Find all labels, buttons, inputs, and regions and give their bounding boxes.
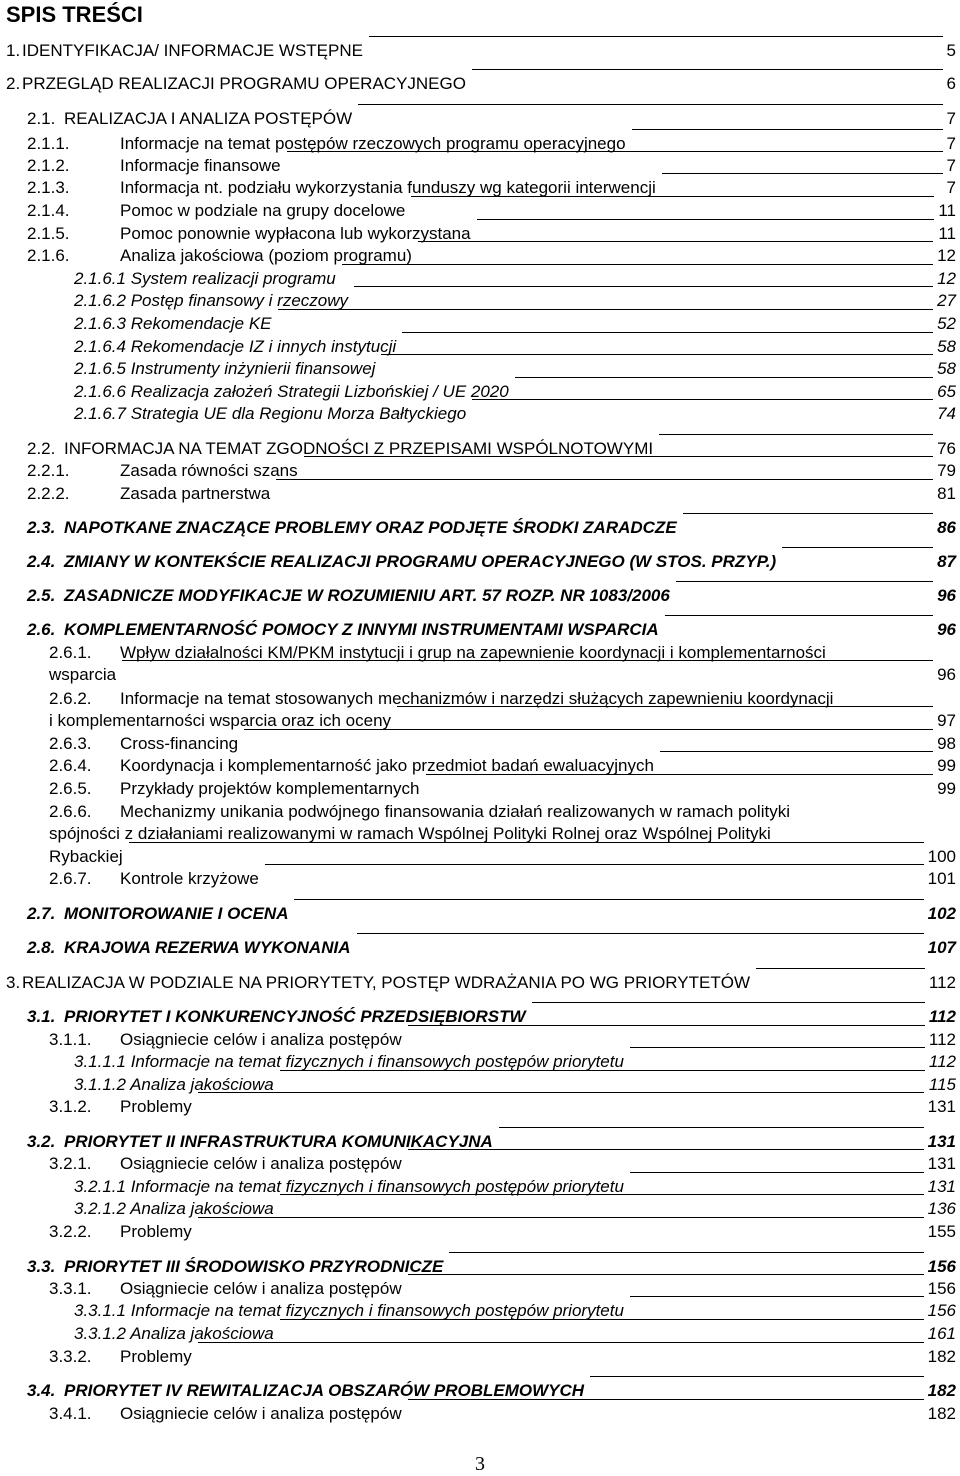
toc-leader-line [287,151,943,152]
toc-leader-line [408,1399,924,1400]
toc-leader-line [632,129,943,130]
toc-entry-number: 2.3. [27,518,56,537]
toc-entry-number: 3.1.1. [49,1030,92,1049]
toc-leader-line [198,1217,924,1218]
toc-entry-number: 3.4. [27,1381,56,1400]
toc-entry-page: 97 [937,711,956,730]
toc-entry-page: 112 [928,1052,956,1071]
toc-leader-line [265,864,924,865]
toc-entry-title: Osiągniecie celów i analiza postępów [120,1154,402,1173]
toc-entry-page: 112 [928,973,956,992]
toc-entry-page: 65 [937,382,956,401]
toc-leader-line [782,547,933,548]
toc-entry-title: PRIORYTET IV REWITALIZACJA OBSZARÓW PROBLEMOWYCH [64,1381,585,1400]
toc-entry-page: 7 [946,134,956,153]
toc-entry-page: 74 [937,404,956,423]
toc-leader-line [369,36,943,37]
toc-leader-line [280,1194,924,1195]
toc-entry-page: 7 [946,178,956,197]
toc-entry-number: 2.2.1. [27,461,70,480]
toc-entry-title: 3.3.1.2 Analiza jakościowa [74,1324,274,1343]
toc-entry-number: 2.6.5. [49,779,92,798]
toc-entry-title: Osiągniecie celów i analiza postępów [120,1030,402,1049]
toc-leader-line [354,286,933,287]
toc-entry-page: 182 [927,1404,956,1423]
toc-entry-page: 136 [927,1199,956,1218]
toc-leader-line [472,69,943,70]
toc-entry-page: 11 [938,224,956,243]
page-title: SPIS TREŚCI [6,2,143,27]
toc-entry-title: Problemy [120,1347,192,1366]
toc-entry-title: Cross-financing [120,734,239,753]
toc-entry-number: 2.6.1. [49,643,92,662]
toc-entry-number: 2.1.3. [27,178,70,197]
toc-entry-title: PRIORYTET III ŚRODOWISKO PRZYRODNICZE [64,1257,444,1276]
toc-entry-number: 2.2.2. [27,484,70,503]
toc-entry-title: PRIORYTET I KONKURENCYJNOŚĆ PRZEDSIĘBIORSTW [64,1007,526,1026]
page-number: 3 [475,1453,485,1475]
toc-leader-line [129,842,924,843]
toc-entry-page: 98 [937,734,956,753]
toc-entry-number: 2.6.4. [49,756,92,775]
toc-entry-title: REALIZACJA I ANALIZA POSTĘPÓW [64,109,353,128]
toc-leader-line [756,968,925,969]
toc-entry-number: 2.1.5. [27,224,70,243]
toc-entry-title: Osiągniecie celów i analiza postępów [120,1279,402,1298]
toc-entry-title: Analiza jakościowa (poziom programu) [120,246,412,265]
toc-entry-page: 155 [927,1222,956,1241]
toc-entry-title: Zasada równości szans [120,461,298,480]
toc-entry-number: 1. [6,41,21,60]
toc-entry-title-continuation: Rybackiej [49,847,123,866]
toc-entry-page: 7 [946,109,956,128]
toc-entry-title: ZASADNICZE MODYFIKACJE W ROZUMIENIU ART. 57 ROZP. NR 1083/2006 [64,586,670,605]
toc-entry-page: 96 [937,620,956,639]
toc-entry-title: 2.1.6.7 Strategia UE dla Regionu Morza Bałtyckiego [74,404,467,423]
toc-entry-page: 131 [927,1097,956,1116]
toc-entry-title: 2.1.6.2 Postęp finansowy i rzeczowy [74,291,349,310]
toc-entry-number: 2.4. [27,552,56,571]
toc-entry-number: 2.1.6. [27,246,70,265]
toc-entry-title: Zasada partnerstwa [120,484,271,503]
toc-leader-line [630,1047,925,1048]
toc-entry-page: 100 [927,847,956,866]
toc-entry-number: 2.1. [27,109,56,128]
toc-entry-title-continuation: spójności z działaniami realizowanymi w ramach Wspólnej Polityki Rolnej oraz Wspólnej Polityki [49,824,771,843]
toc-leader-line [402,332,933,333]
toc-entry-page: 12 [937,246,956,265]
toc-entry-page: 115 [928,1075,956,1094]
toc-entry-title: Kontrole krzyżowe [120,869,259,888]
toc-entry-title: NAPOTKANE ZNACZĄCE PROBLEMY ORAZ PODJĘTE ŚRODKI ZARADCZE [64,518,677,537]
toc-entry-page: 6 [946,74,956,93]
toc-leader-line [449,1252,923,1253]
toc-entry-title: IDENTYFIKACJA/ INFORMACJE WSTĘPNE [22,41,363,60]
toc-entry-page: 12 [937,269,956,288]
toc-entry-page: 131 [927,1132,956,1151]
toc-entry-title: MONITOROWANIE I OCENA [64,904,289,923]
toc-entry-title: 2.1.6.1 System realizacji programu [74,269,336,288]
toc-entry-page: 101 [927,869,956,888]
toc-entry-number: 2.1.1. [27,134,70,153]
toc-entry-number: 3.2.1. [49,1154,92,1173]
toc-leader-line [276,479,933,480]
toc-leader-line [408,1149,924,1150]
toc-entry-page: 58 [937,337,956,356]
toc-leader-line [662,173,943,174]
toc-leader-line [198,1092,924,1093]
toc-entry-title: Pomoc w podziale na grupy docelowe [120,201,406,220]
toc-leader-line [358,104,942,105]
toc-entry-page: 99 [937,756,956,775]
toc-entry-number: 3.1.2. [49,1097,92,1116]
toc-entry-title: REALIZACJA W PODZIALE NA PRIORYTETY, POSTĘP WDRAŻANIA PO WG PRIORYTETÓW [22,973,750,992]
toc-entry-number: 3.3.2. [49,1347,92,1366]
toc-entry-number: 2.1.4. [27,201,70,220]
toc-entry-page: 131 [927,1154,956,1173]
toc-entry-page: 99 [937,779,956,798]
toc-entry-title-continuation: wsparcia [49,665,117,684]
toc-entry-title: 2.1.6.6 Realizacja założeń Strategii Lizbońskiej / UE 2020 [74,382,509,401]
toc-entry-title: Informacje finansowe [120,156,281,175]
toc-entry-page: 107 [927,938,956,957]
toc-entry-title-continuation: i komplementarności wsparcia oraz ich oceny [49,711,392,730]
toc-entry-page: 58 [937,359,956,378]
toc-entry-number: 3.3.1. [49,1279,92,1298]
toc-entry-page: 86 [937,518,956,537]
toc-entry-page: 7 [946,156,956,175]
toc-entry-page: 161 [927,1324,956,1343]
toc-entry-title: Przykłady projektów komplementarnych [120,779,420,798]
toc-entry-page: 112 [928,1030,956,1049]
toc-entry-title: 2.1.6.3 Rekomendacje KE [74,314,272,333]
toc-entry-page: 156 [927,1301,956,1320]
toc-entry-title: Pomoc ponownie wypłacona lub wykorzystana [120,224,471,243]
toc-leader-line [426,774,934,775]
toc-entry-page: 5 [946,41,956,60]
toc-entry-number: 3.2. [27,1132,56,1151]
toc-leader-line [515,377,933,378]
toc-entry-page: 102 [927,904,956,923]
toc-entry-page: 112 [928,1007,956,1026]
toc-leader-line [278,309,934,310]
toc-leader-line [532,1002,925,1003]
toc-entry-title: Koordynacja i komplementarność jako przedmiot badań ewaluacyjnych [120,756,654,775]
toc-entry-page: 79 [937,461,956,480]
toc-entry-number: 2.8. [27,938,56,957]
toc-leader-line [660,751,933,752]
toc-leader-line [477,219,935,220]
toc-entry-title: Mechanizmy unikania podwójnego finansowania działań realizowanych w ramach polityki [120,802,790,821]
toc-entry-number: 3. [6,973,21,992]
toc-entry-title: 3.1.1.2 Analiza jakościowa [74,1075,274,1094]
toc-leader-line [198,1342,924,1343]
toc-entry-title: Wpływ działalności KM/PKM instytucji i grup na zapewnienie koordynacji i komplementarności [120,643,826,662]
toc-entry-page: 96 [937,586,956,605]
toc-entry-number: 3.3. [27,1257,56,1276]
toc-entry-title: Informacje na temat postępów rzeczowych programu operacyjnego [120,134,626,153]
toc-leader-line [630,1172,924,1173]
toc-entry-number: 3.2.2. [49,1222,92,1241]
toc-entry-page: 87 [937,552,956,571]
toc-entry-title: INFORMACJA NA TEMAT ZGODNOŚCI Z PRZEPISAMI WSPÓLNOTOWYMI [64,439,654,458]
toc-entry-page: 52 [937,314,956,333]
toc-entry-number: 2.5. [27,586,56,605]
toc-entry-title: Informacja nt. podziału wykorzystania funduszy wg kategorii interwencji [120,178,656,197]
toc-leader-line [244,729,933,730]
toc-leader-line [304,456,933,457]
toc-entry-page: 131 [927,1177,956,1196]
toc-entry-number: 2.6.2. [49,689,92,708]
toc-entry-number: 3.1. [27,1007,56,1026]
toc-entry-title: 3.2.1.1 Informacje na temat fizycznych i finansowych postępów priorytetu [74,1177,624,1196]
toc-leader-line [280,1319,924,1320]
toc-leader-line [381,354,933,355]
toc-entry-title: ZMIANY W KONTEKŚCIE REALIZACJI PROGRAMU OPERACYJNEGO (W STOS. PRZYP.) [64,552,777,571]
toc-leader-line [659,434,933,435]
toc-entry-title: 3.2.1.2 Analiza jakościowa [74,1199,274,1218]
toc-entry-page: 96 [937,665,956,684]
toc-leader-line [676,581,933,582]
toc-entry-page: 182 [927,1381,956,1400]
toc-entry-title: Informacje na temat stosowanych mechanizmów i narzędzi służących zapewnieniu koordynacji [120,689,834,708]
toc-leader-line [683,513,933,514]
toc-leader-line [499,1127,924,1128]
toc-entry-page: 11 [938,201,956,220]
toc-entry-number: 2.6.3. [49,734,92,753]
toc-entry-title: 2.1.6.4 Rekomendacje IZ i innych instytucji [74,337,397,356]
toc-entry-number: 2.6.6. [49,802,92,821]
toc-leader-line [418,241,933,242]
toc-entry-title: 3.1.1.1 Informacje na temat fizycznych i finansowych postępów priorytetu [74,1052,624,1071]
toc-entry-number: 2.6.7. [49,869,92,888]
toc-entry-title: Osiągniecie celów i analiza postępów [120,1404,402,1423]
toc-leader-line [397,706,933,707]
toc-entry-page: 156 [927,1279,956,1298]
toc-entry-title: KOMPLEMENTARNOŚĆ POMOCY Z INNYMI INSTRUMENTAMI WSPARCIA [64,620,659,639]
toc-leader-line [665,615,933,616]
toc-leader-line [280,1070,925,1071]
toc-leader-line [342,264,933,265]
toc-leader-line [122,660,933,661]
toc-leader-line [472,399,933,400]
toc-leader-line [408,1025,925,1026]
toc-entry-page: 76 [937,439,956,458]
toc-leader-line [411,196,934,197]
toc-entry-number: 2.1.2. [27,156,70,175]
toc-entry-page: 81 [937,484,956,503]
toc-leader-line [590,1376,924,1377]
toc-entry-number: 2.2. [27,439,56,458]
toc-entry-number: 2.7. [27,904,56,923]
toc-entry-title: Problemy [120,1097,192,1116]
toc-entry-title: PRZEGLĄD REALIZACJI PROGRAMU OPERACYJNEGO [22,74,466,93]
toc-entry-number: 2. [6,74,21,93]
toc-entry-page: 156 [927,1257,956,1276]
toc-entry-title: KRAJOWA REZERWA WYKONANIA [64,938,351,957]
toc-entry-title: PRIORYTET II INFRASTRUKTURA KOMUNIKACYJNA [64,1132,493,1151]
toc-entry-title: 2.1.6.5 Instrumenty inżynierii finansowej [74,359,376,378]
toc-entry-number: 2.6. [27,620,56,639]
toc-entry-title: Problemy [120,1222,192,1241]
toc-leader-line [408,1274,924,1275]
toc-leader-line [357,933,924,934]
toc-entry-page: 182 [927,1347,956,1366]
toc-leader-line [630,1296,924,1297]
toc-leader-line [294,899,923,900]
toc-entry-number: 3.4.1. [49,1404,92,1423]
toc-entry-page: 27 [937,291,956,310]
toc-entry-title: 3.3.1.1 Informacje na temat fizycznych i finansowych postępów priorytetu [74,1301,624,1320]
